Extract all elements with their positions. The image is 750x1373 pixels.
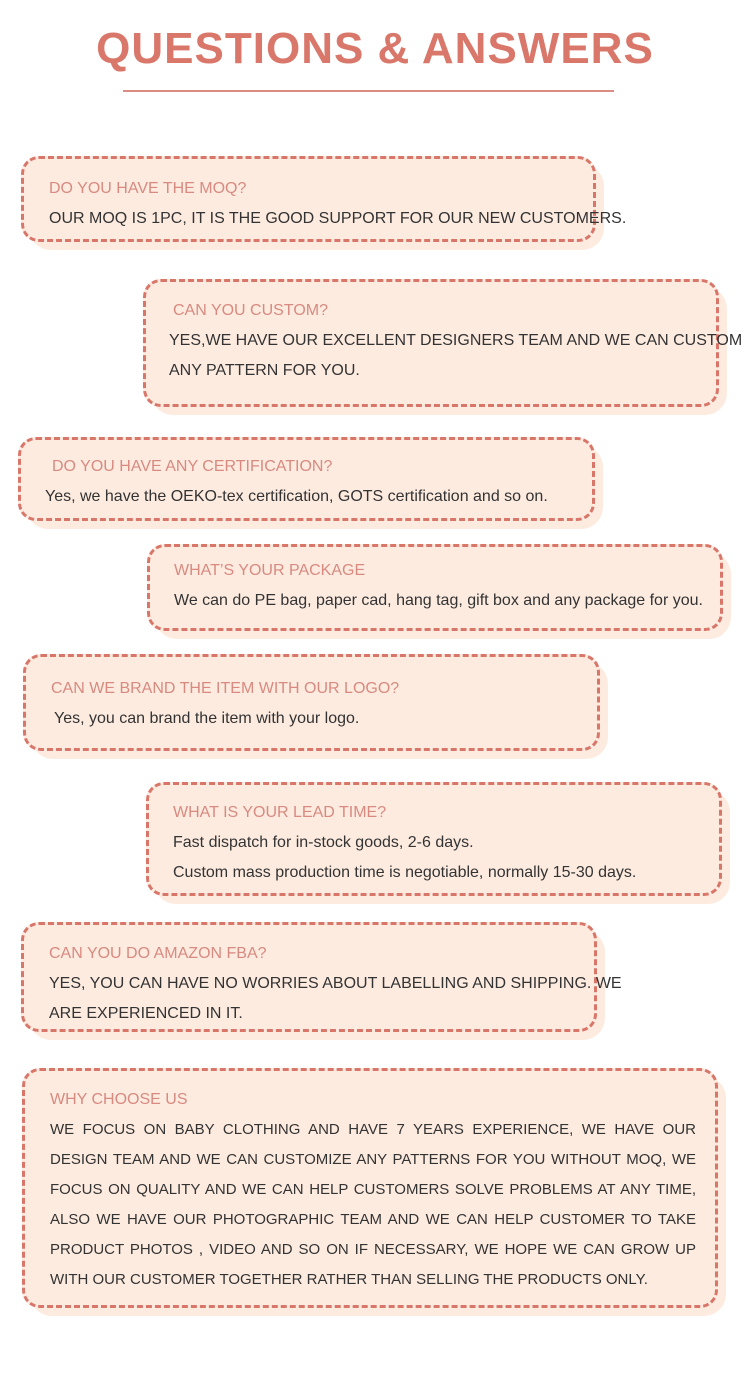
faq-question: WHAT IS YOUR LEAD TIME? bbox=[173, 804, 387, 821]
faq-card-certification bbox=[18, 437, 595, 521]
faq-answer bbox=[169, 326, 742, 386]
why-question: WHY CHOOSE US bbox=[50, 1091, 188, 1108]
faq-question: WHAT’S YOUR PACKAGE bbox=[174, 562, 366, 579]
faq-card-lead-time bbox=[146, 782, 722, 896]
faq-answer-line: ANY PATTERN FOR YOU. bbox=[169, 362, 360, 379]
faq-answer bbox=[49, 204, 626, 234]
faq-answer bbox=[45, 482, 548, 512]
faq-answer-line: Yes, we have the OEKO-tex certification, GOTS certification and so on. bbox=[45, 488, 548, 505]
faq-card-moq bbox=[21, 156, 627, 242]
why-choose-us-card bbox=[22, 1068, 718, 1308]
card-content bbox=[146, 782, 722, 896]
card-content bbox=[21, 922, 622, 1032]
faq-answer-line: Yes, you can brand the item with your logo. bbox=[54, 710, 360, 727]
faq-answer bbox=[54, 704, 359, 734]
faq-question: CAN WE BRAND THE ITEM WITH OUR LOGO? bbox=[51, 680, 400, 697]
why-answer: WE FOCUS ON BABY CLOTHING AND HAVE 7 YEARS EXPERIENCE, WE HAVE OUR DESIGN TEAM AND WE CAN CUSTOMIZE ANY PATTERNS FOR YOU WITHOUT MOQ, WE FOCUS ON QUALITY AND WE CAN HELP CUSTOMERS SOLVE PROBLEMS AT ANY TIME, ALSO WE HAVE OUR PHOTOGRAPHIC TEAM AND WE CAN HELP CUSTOMER TO TAKE PRODUCT PHOTOS , VIDEO AND SO ON IF NECESSARY, WE HOPE WE CAN GROW UP WITH OUR CUSTOMER TOGETHER RATHER THAN SELLING THE PRODUCTS ONLY. bbox=[50, 1121, 696, 1288]
page-title: QUESTIONS & ANSWERS bbox=[96, 24, 654, 73]
faq-answer bbox=[173, 828, 636, 888]
faq-answer-line: We can do PE bag, paper cad, hang tag, gift box and any package for you. bbox=[174, 592, 703, 609]
faq-question: DO YOU HAVE THE MOQ? bbox=[49, 180, 247, 197]
faq-answer bbox=[174, 586, 703, 616]
faq-question: DO YOU HAVE ANY CERTIFICATION? bbox=[52, 458, 333, 475]
faq-card-amazon-fba bbox=[21, 922, 622, 1032]
faq-answer-line: Custom mass production time is negotiable, normally 15-30 days. bbox=[173, 864, 637, 881]
card-content bbox=[23, 654, 600, 751]
card-content bbox=[21, 156, 627, 242]
faq-card-custom bbox=[143, 279, 743, 407]
faq-answer-line: ARE EXPERIENCED IN IT. bbox=[49, 1005, 243, 1022]
faq-question: CAN YOU CUSTOM? bbox=[173, 302, 328, 319]
faq-answer bbox=[49, 969, 622, 1029]
title-underline bbox=[123, 90, 614, 92]
faq-card-logo bbox=[23, 654, 600, 751]
faq-answer-line: OUR MOQ IS 1PC, IT IS THE GOOD SUPPORT FOR OUR NEW CUSTOMERS. bbox=[49, 210, 627, 227]
faq-answer-line: Fast dispatch for in-stock goods, 2-6 days. bbox=[173, 834, 474, 851]
card-content bbox=[143, 279, 743, 407]
faq-card-package bbox=[147, 544, 723, 631]
faq-answer-line: YES, YOU CAN HAVE NO WORRIES ABOUT LABELLING AND SHIPPING. WE bbox=[49, 975, 622, 992]
card-content bbox=[147, 544, 723, 631]
faq-question: CAN YOU DO AMAZON FBA? bbox=[49, 945, 267, 962]
faq-answer-line: YES,WE HAVE OUR EXCELLENT DESIGNERS TEAM AND WE CAN CUSTOM bbox=[169, 332, 743, 349]
card-content bbox=[18, 437, 595, 521]
card-content bbox=[22, 1068, 718, 1308]
